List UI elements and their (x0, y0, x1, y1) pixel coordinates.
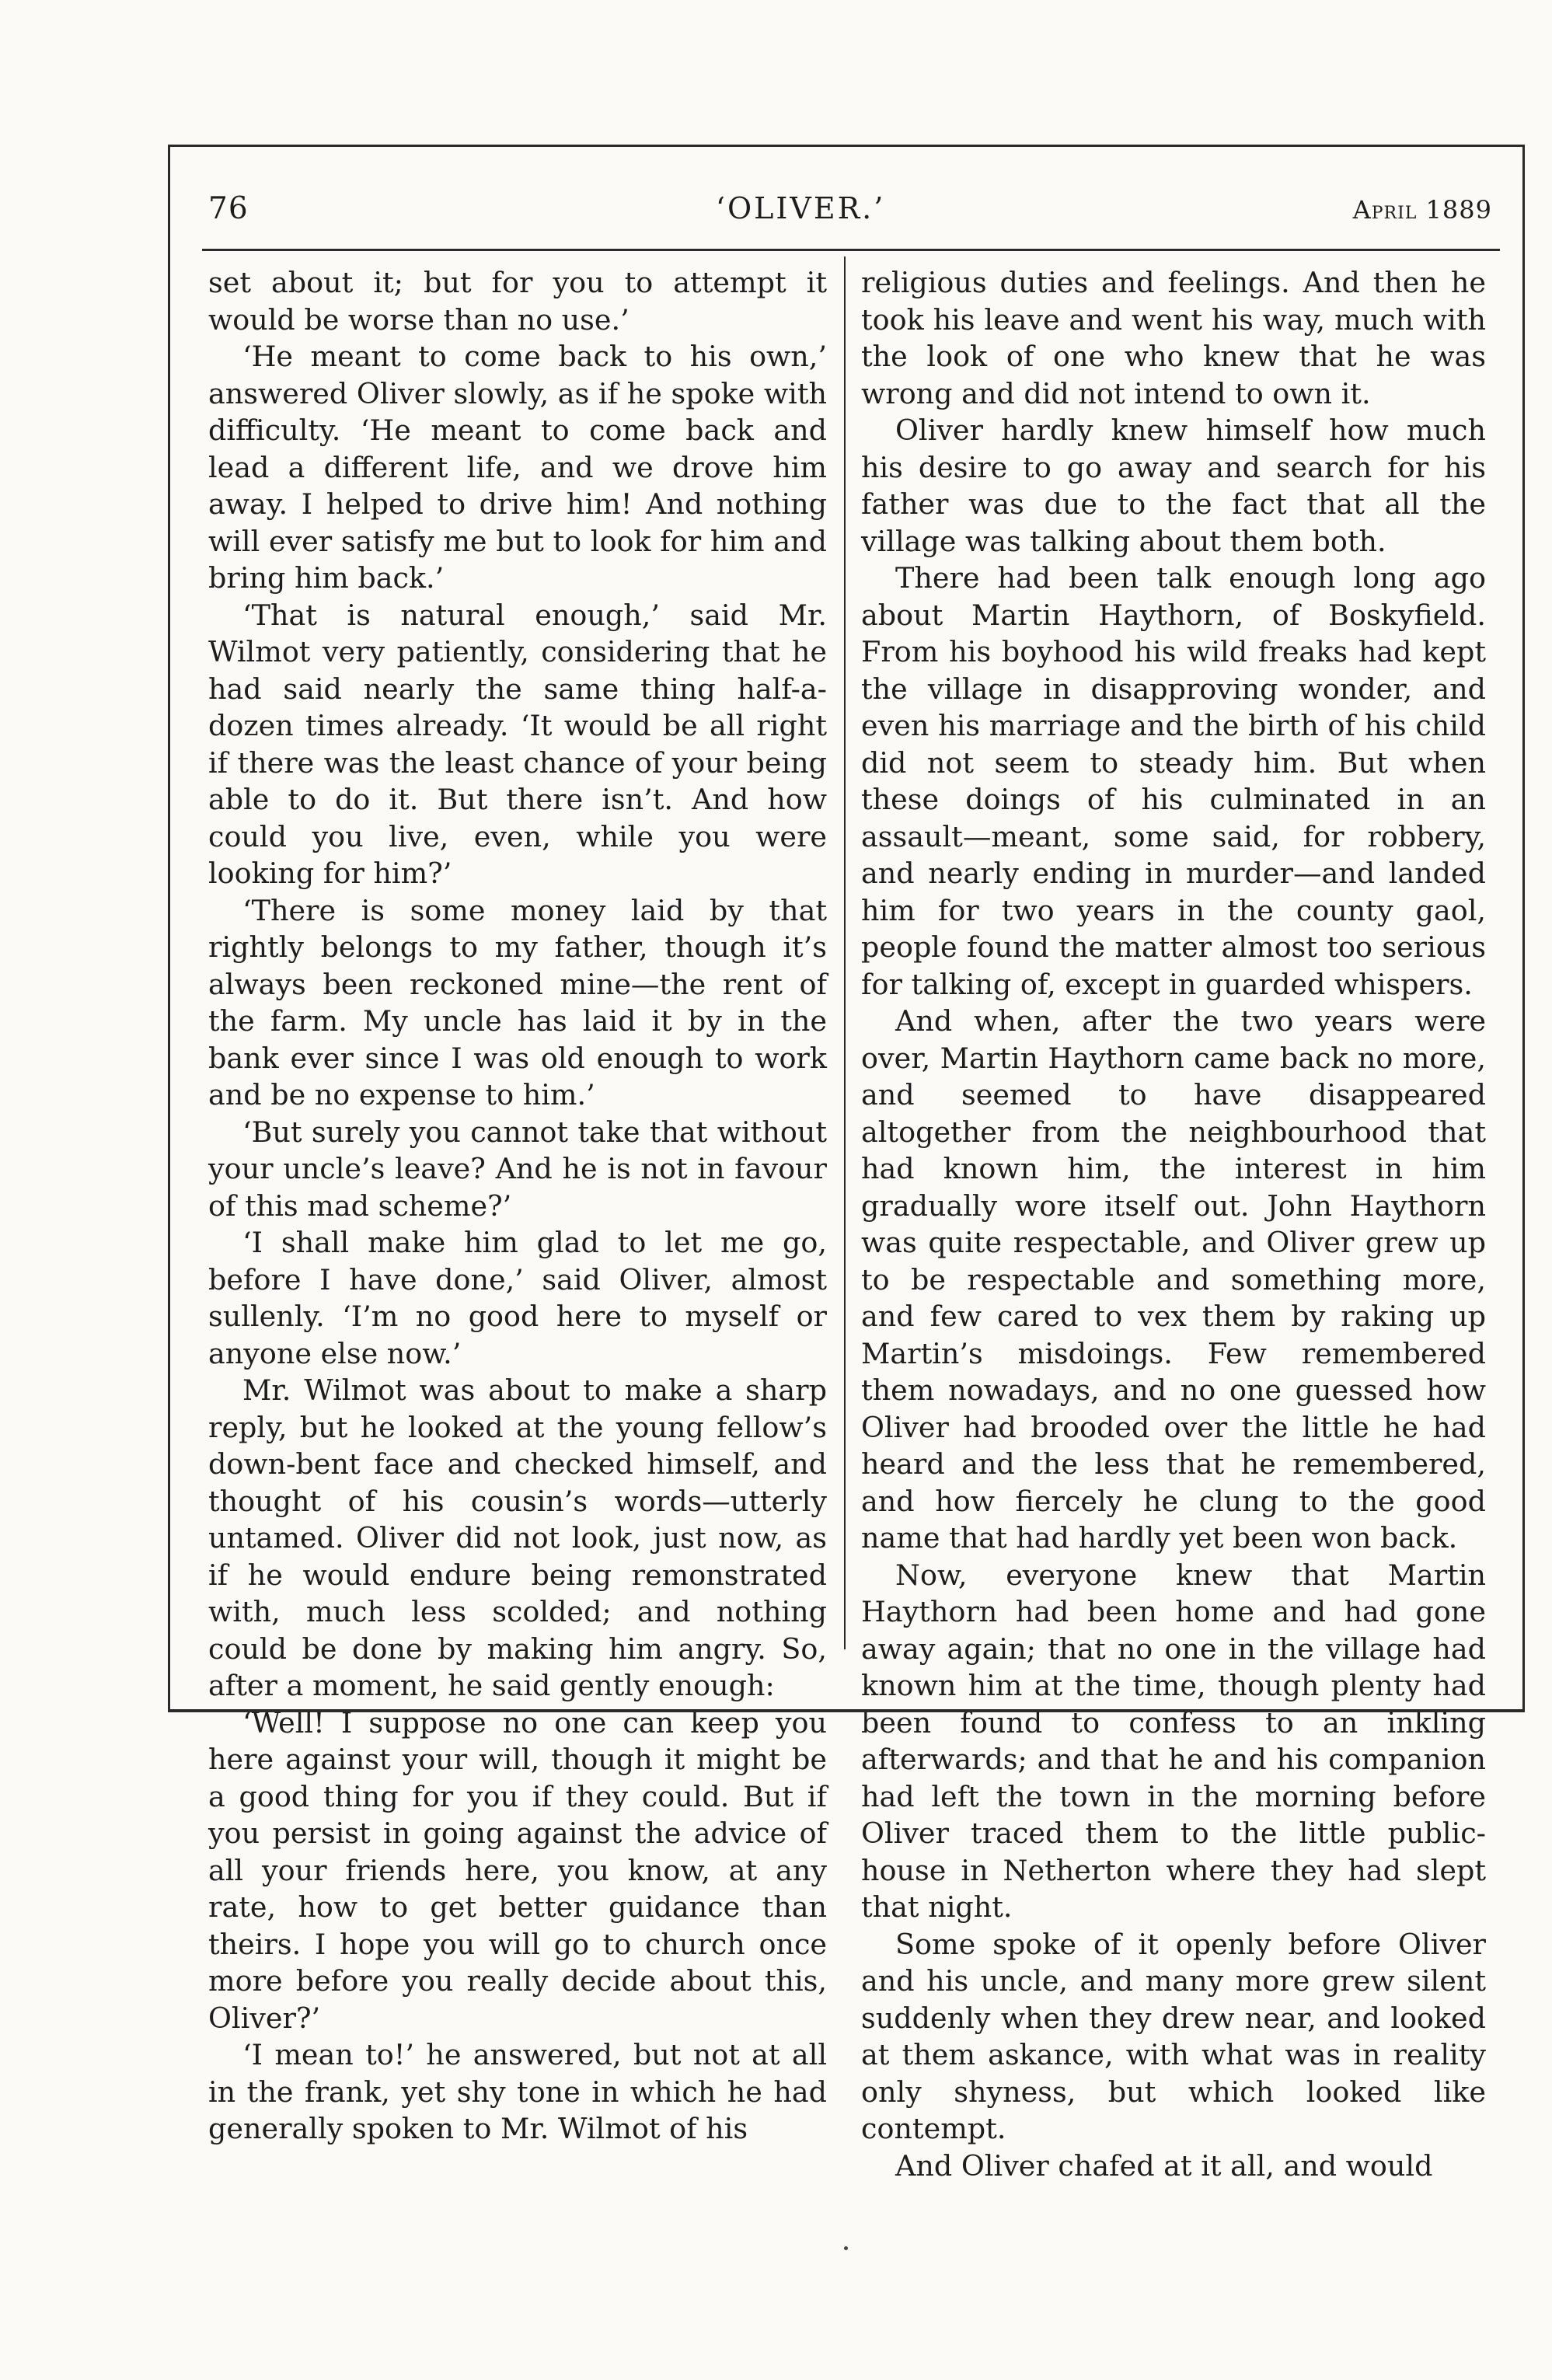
paragraph: ‘That is natural enough,’ said Mr. Wilmot very patiently, considering that he had said nearly the same thing half-a-dozen times already. ‘It would be all right if there was the least chance of your being able to do it. But there isn’t. And how could you live, even, while you were looking for him?’ (208, 598, 827, 890)
issue-date: April 1889 (1352, 195, 1492, 225)
paragraph: ‘He meant to come back to his own,’ answered Oliver slowly, as if he spoke with difficulty. ‘He meant to come back and lead a different life, and we drove him away. I helped to drive him! And nothing will ever satisfy me but to look for him and bring him back.’ (208, 340, 827, 595)
right-column (861, 264, 1486, 2183)
bottom-rule (179, 1710, 1523, 1712)
paragraph: ‘I shall make him glad to let me go, before I have done,’ said Oliver, almost sullenly. ‘I’m no good here to myself or anyone else now.’ (208, 1226, 827, 1370)
page-number: 76 (208, 191, 249, 226)
page-header (208, 191, 1492, 246)
paragraph: Oliver hardly knew himself how much his desire to go away and search for his father was due to the fact that all the village was talking about them both. (861, 414, 1486, 558)
ink-speck (844, 2246, 848, 2250)
column-divider (844, 256, 846, 1649)
paragraph: ‘Well! I suppose no one can keep you here against your will, though it might be a good thing for you if they could. But if you persist in going against the advice of all your friends here, you know, at any rate, how to get better guidance than theirs. I hope you will go to church once more before you really decide about this, Oliver?’ (208, 1705, 827, 2035)
paragraph: And when, after the two years were over, Martin Haythorn came back no more, and seemed to have disappeared altogether from the neighbourhood that had known him, the interest in him gradually wore itself out. John Haythorn was quite respectable, and Oliver grew up to be respectable and something more, and few cared to vex them by raking up Martin’s misdoings. Few remembered them nowadays, and no one guessed how Oliver had brooded over the little he had heard and the less that he remembered, and how fiercely he clung to the good name that had hardly yet been won back. (861, 1004, 1486, 1555)
header-rule (202, 249, 1500, 251)
paragraph: Some spoke of it openly before Oliver and his uncle, and many more grew silent suddenly when they drew near, and looked at them askance, with what was in reality only shyness, but which looked like contempt. (861, 1927, 1486, 2145)
paragraph: ‘There is some money laid by that rightly belongs to my father, though it’s always been reckoned mine—the rent of the farm. My uncle has laid it by in the bank ever since I was old enough to work and be no expense to him.’ (208, 893, 827, 1111)
paragraph: ‘But surely you cannot take that without your uncle’s leave? And he is not in favour of this mad scheme?’ (208, 1115, 827, 1223)
paragraph: ‘I mean to!’ he answered, but not at all in the frank, yet shy tone in which he had generally spoken to Mr. Wilmot of his (208, 2038, 827, 2145)
left-column (208, 264, 827, 2145)
running-title: ‘OLIVER.’ (715, 191, 886, 225)
paragraph: And Oliver chafed at it all, and would (895, 2148, 1433, 2183)
paragraph: religious duties and feelings. And then he took his leave and went his way, much with the look of one who knew that he was wrong and did not intend to own it. (861, 266, 1486, 410)
paragraph: Mr. Wilmot was about to make a sharp reply, but he looked at the young fellow’s down-bent face and checked himself, and thought of his cousin’s words—utterly untamed. Oliver did not look, just now, as if he would endure being remonstrated with, much less scolded; and nothing could be done by making him angry. So, after a moment, he said gently enough: (208, 1373, 827, 1702)
paragraph: There had been talk enough long ago about Martin Haythorn, of Boskyfield. From his boyhood his wild freaks had kept the village in disapproving wonder, and even his marriage and the birth of his child did not seem to steady him. But when these doings of his culminated in an assault—meant, some said, for robbery, and nearly ending in murder—and landed him for two years in the county gaol, people found the matter almost too serious for talking of, except in guarded whispers. (861, 561, 1486, 1001)
paragraph: set about it; but for you to attempt it would be worse than no use.’ (208, 266, 827, 337)
paragraph: Now, everyone knew that Martin Haythorn had been home and had gone away again; that no one in the village had known him at the time, though plenty had been found to confess to an inkling afterwards; and that he and his companion had left the town in the morning before Oliver traced them to the little public-house in Netherton where they had slept that night. (861, 1558, 1486, 1924)
